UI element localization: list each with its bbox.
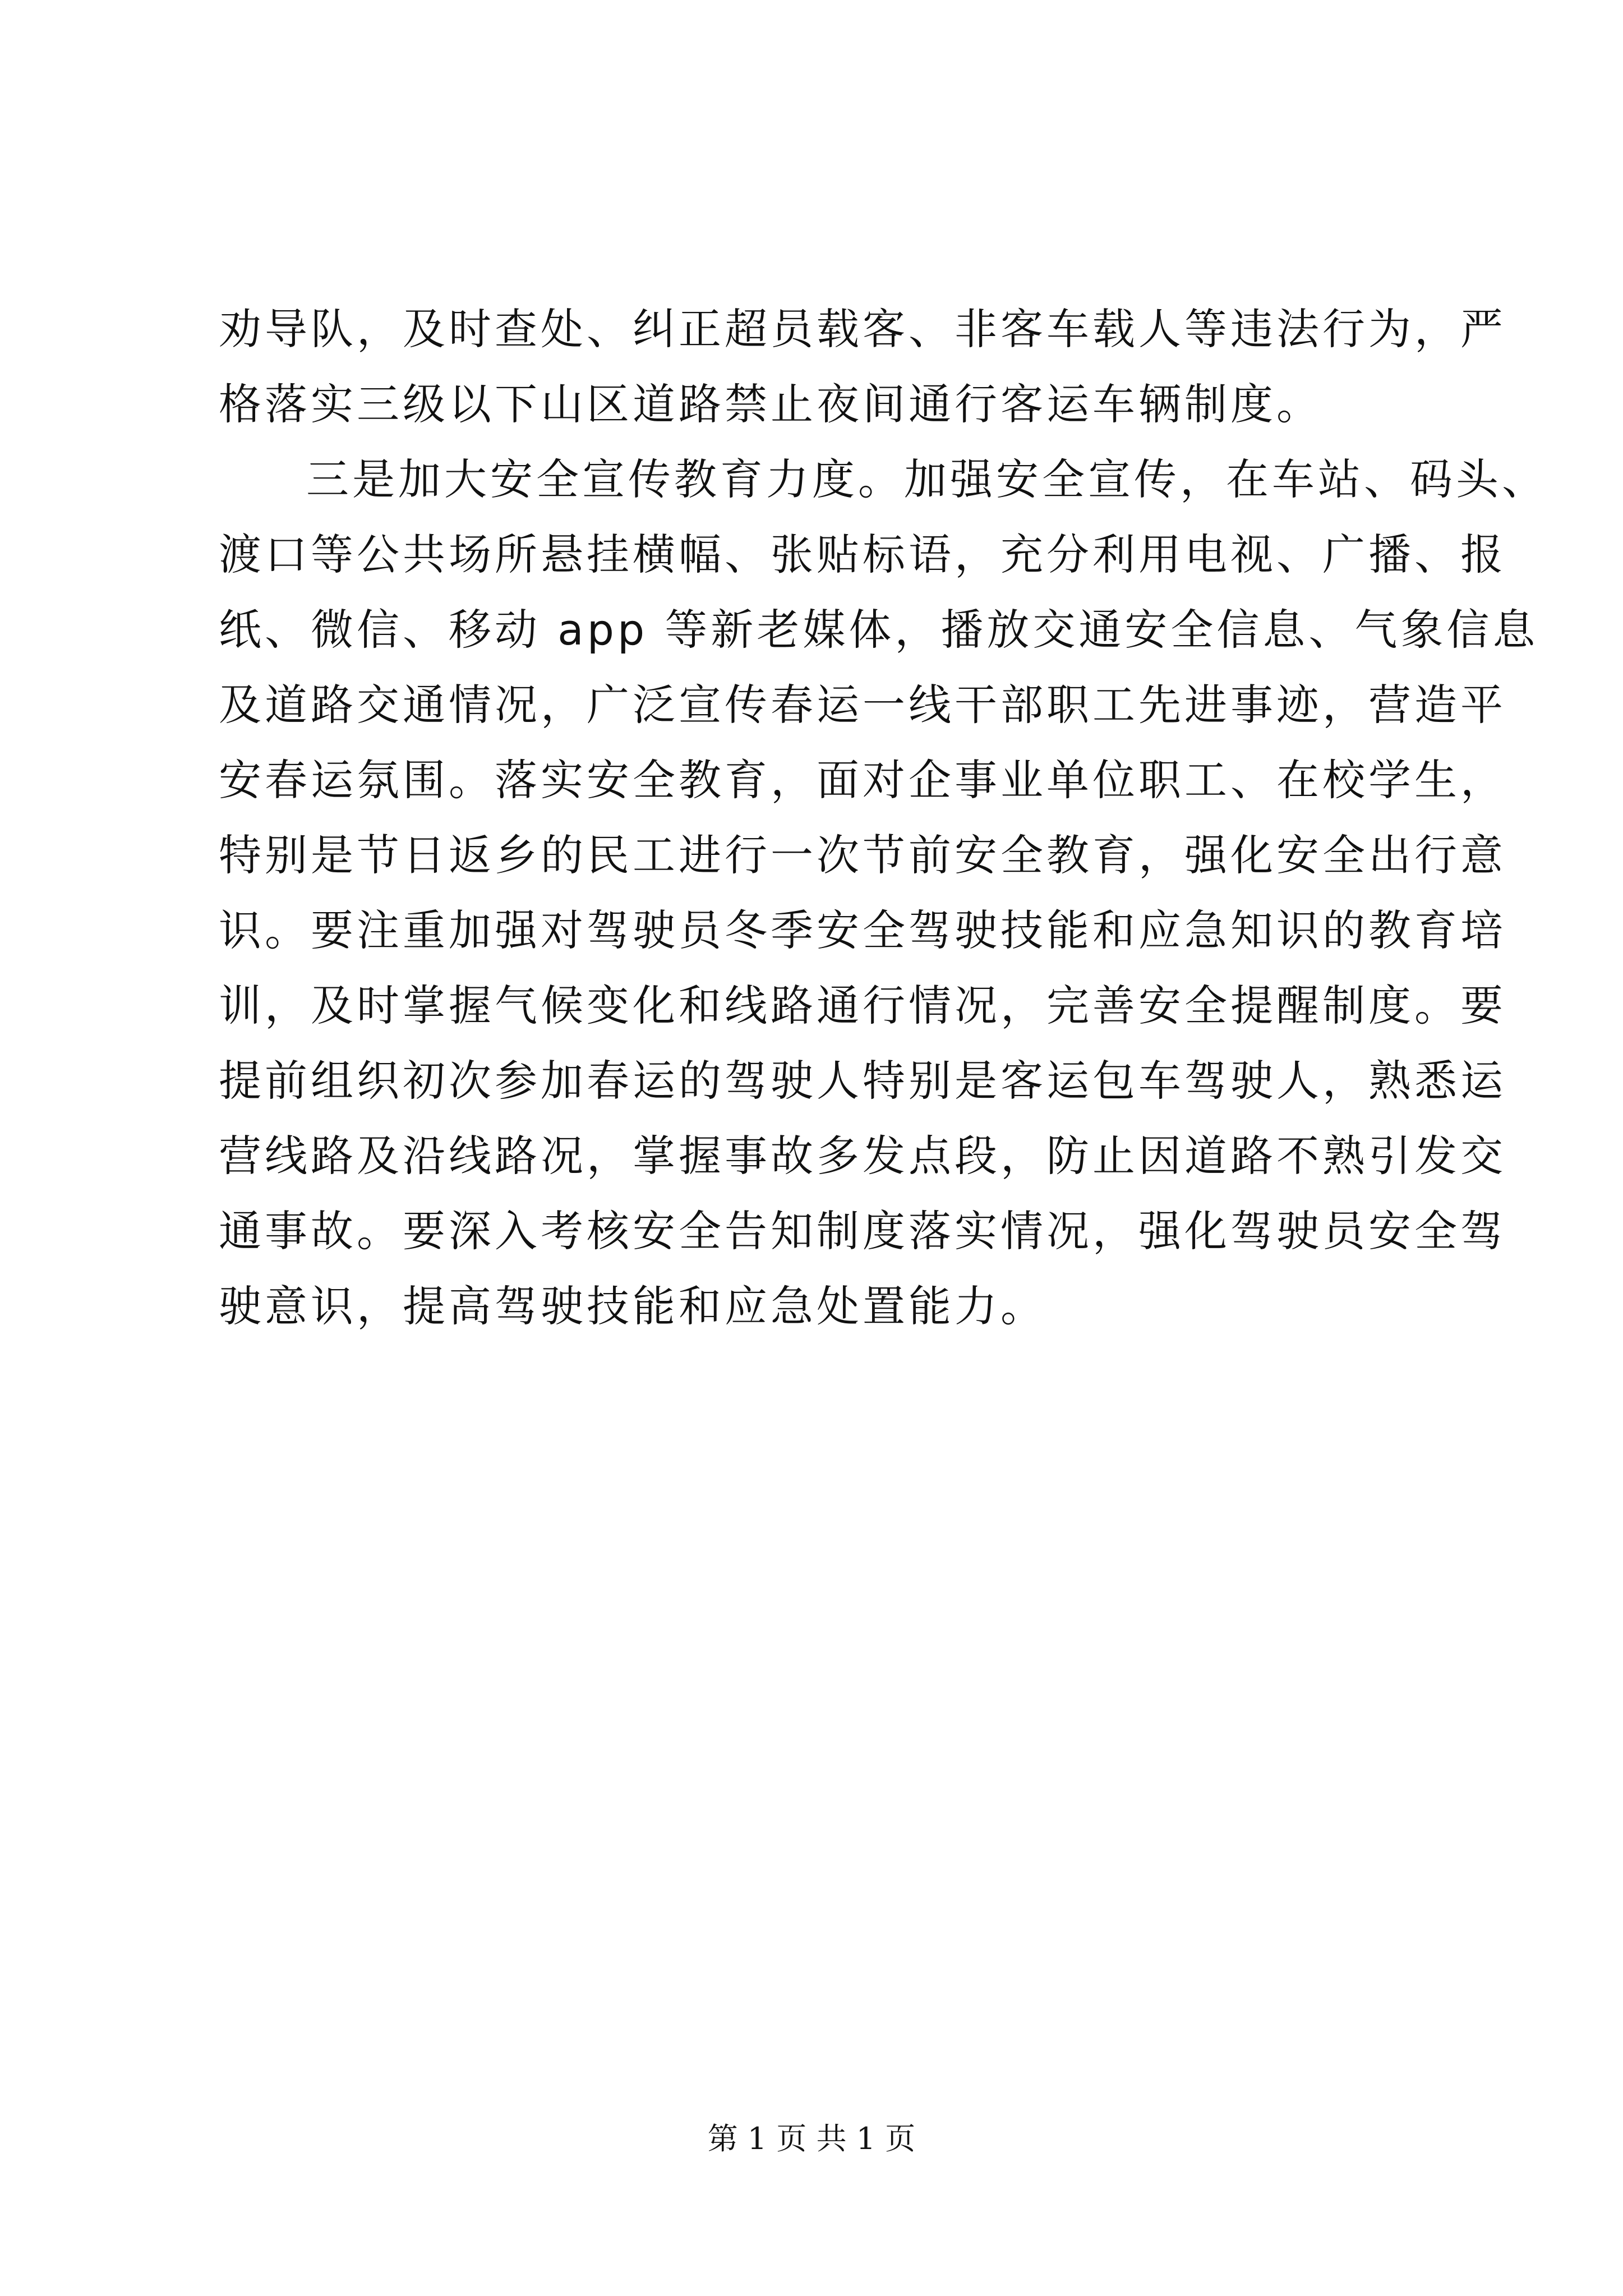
document-body (219, 292, 1548, 1344)
text-line: 劝导队，及时查处、纠正超员载客、非客车载人等违法行为，严 (219, 304, 1506, 354)
text-line: 训，及时掌握气候变化和线路通行情况，完善安全提醒制度。要 (219, 981, 1506, 1030)
text-line: 及道路交通情况，广泛宣传春运一线干部职工先进事迹，营造平 (219, 680, 1506, 730)
text-line: 三是加大安全宣传教育力度。加强安全宣传，在车站、码头、 (306, 454, 1548, 504)
paragraph-1 (219, 292, 1506, 442)
text-line: 纸、微信、移动 app 等新老媒体，播放交通安全信息、气象信息 (219, 605, 1539, 655)
text-line: 营线路及沿线路况，掌握事故多发点段，防止因道路不熟引发交 (219, 1131, 1506, 1181)
text-line: 通事故。要深入考核安全告知制度落实情况，强化驾驶员安全驾 (219, 1206, 1506, 1256)
text-line: 格落实三级以下山区道路禁止夜间通行客运车辆制度。 (219, 379, 1322, 429)
text-line: 渡口等公共场所悬挂横幅、张贴标语，充分利用电视、广播、报 (219, 530, 1506, 579)
text-line: 识。要注重加强对驾驶员冬季安全驾驶技能和应急知识的教育培 (219, 905, 1506, 955)
page-footer: 第 1 页 共 1 页 (707, 2121, 916, 2156)
text-line: 安春运氛围。落实安全教育，面对企事业单位职工、在校学生， (219, 755, 1506, 805)
text-line: 提前组织初次参加春运的驾驶人特别是客运包车驾驶人，熟悉运 (219, 1056, 1506, 1106)
text-line: 驶意识，提高驾驶技能和应急处置能力。 (219, 1281, 1046, 1331)
paragraph-2 (219, 442, 1548, 1344)
text-line: 特别是节日返乡的民工进行一次节前安全教育，强化安全出行意 (219, 830, 1506, 880)
